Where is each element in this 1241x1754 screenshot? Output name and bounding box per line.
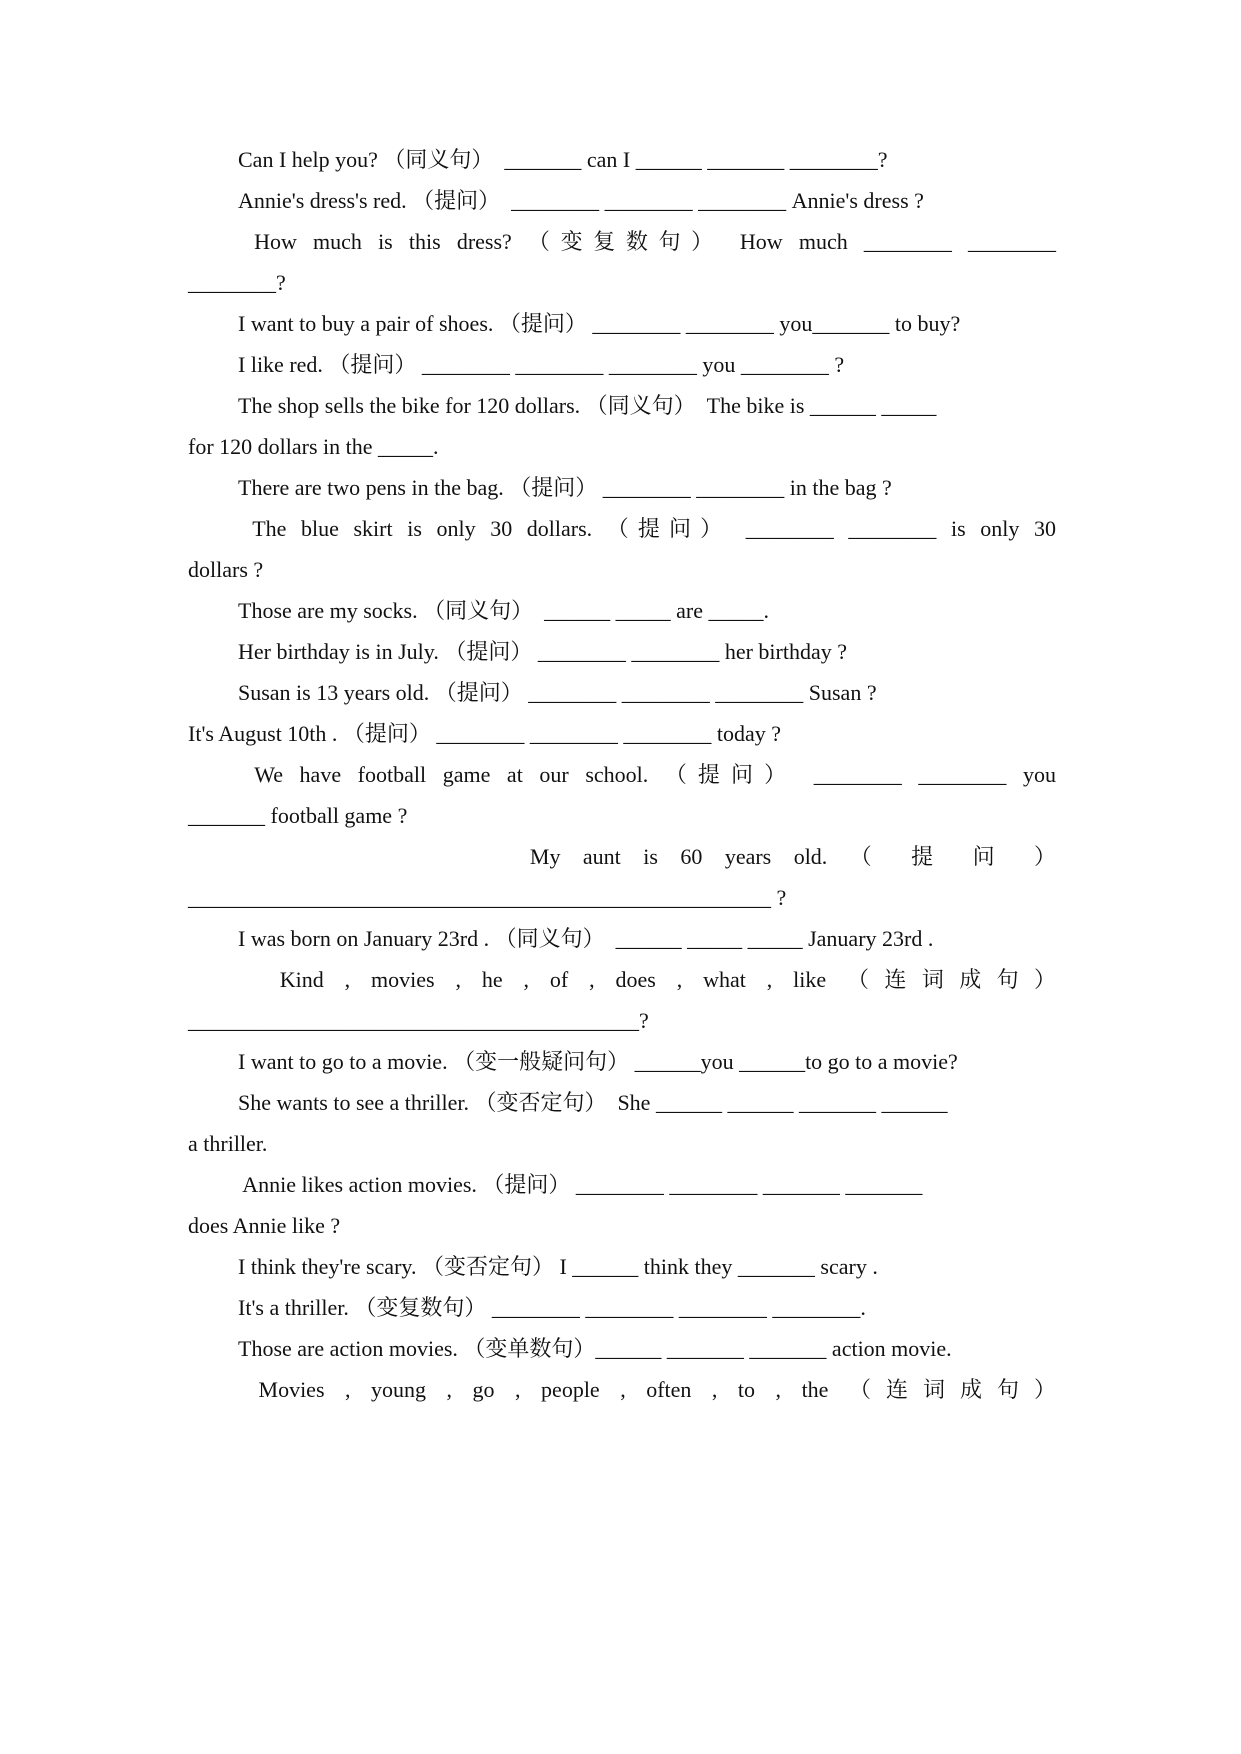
- exercise-line: I like red. （提问） ________ ________ ________ you ________ ?: [238, 352, 845, 377]
- exercise-line: My aunt is 60 years old. （ 提 问 ）: [238, 844, 1056, 869]
- exercise-line: Susan is 13 years old. （提问） ________ ________ ________ Susan ?: [238, 680, 877, 705]
- exercise-line: Her birthday is in July. （提问） ________ ________ her birthday ?: [238, 639, 847, 664]
- exercise-line: I think they're scary. （变否定句） I ______ think they _______ scary .: [238, 1254, 878, 1279]
- exercise-line: I was born on January 23rd . （同义句） ______ _____ _____ January 23rd .: [238, 926, 934, 951]
- exercise-line: a thriller.: [188, 1131, 268, 1156]
- exercise-line: There are two pens in the bag. （提问） ________ ________ in the bag ?: [238, 475, 892, 500]
- exercise-line: She wants to see a thriller. （变否定句） She ______ ______ _______ ______: [238, 1090, 948, 1115]
- exercise-line: How much is this dress? （变复数句） How much ________ ________: [238, 229, 1056, 254]
- exercise-line: We have football game at our school. （提问） ________ ________ you: [238, 762, 1056, 787]
- exercise-line: It's a thriller. （变复数句） ________ ________ ________ ________.: [238, 1295, 866, 1320]
- exercise-line: does Annie like ?: [188, 1213, 341, 1238]
- exercise-line: Annie's dress's red. （提问） ________ ________ ________ Annie's dress ?: [238, 188, 924, 213]
- exercise-line: _____________________________________________________ ?: [188, 885, 787, 910]
- exercise-line: Those are action movies. （变单数句）______ _______ _______ action movie.: [238, 1336, 952, 1361]
- exercise-line: The shop sells the bike for 120 dollars. （同义句） The bike is ______ _____: [238, 393, 937, 418]
- exercise-line: _________________________________________?: [188, 1008, 649, 1033]
- exercise-line: Can I help you? （同义句） _______ can I ______ _______ ________?: [238, 147, 888, 172]
- exercise-line: dollars ?: [188, 557, 264, 582]
- exercise-line: Those are my socks. （同义句） ______ _____ are _____.: [238, 598, 769, 623]
- exercise-line: I want to buy a pair of shoes. （提问） ________ ________ you_______ to buy?: [238, 311, 961, 336]
- exercise-line: Annie likes action movies. （提问） ________ ________ _______ _______: [238, 1172, 923, 1197]
- exercise-line: It's August 10th . （提问） ________ ________ ________ today ?: [188, 721, 782, 746]
- exercise-line: The blue skirt is only 30 dollars. （提问） ________ ________ is only 30: [238, 516, 1056, 541]
- exercise-line: I want to go to a movie. （变一般疑问句） ______you ______to go to a movie?: [238, 1049, 958, 1074]
- exercise-line: for 120 dollars in the _____.: [188, 434, 439, 459]
- exercise-line: _______ football game ?: [188, 803, 408, 828]
- exercise-line: ________?: [188, 270, 286, 295]
- exercise-line: Kind , movies , he , of , does , what , like （连词成句）: [238, 967, 1056, 992]
- exercise-line: Movies , young , go , people , often , to , the （连词成句）: [238, 1377, 1056, 1402]
